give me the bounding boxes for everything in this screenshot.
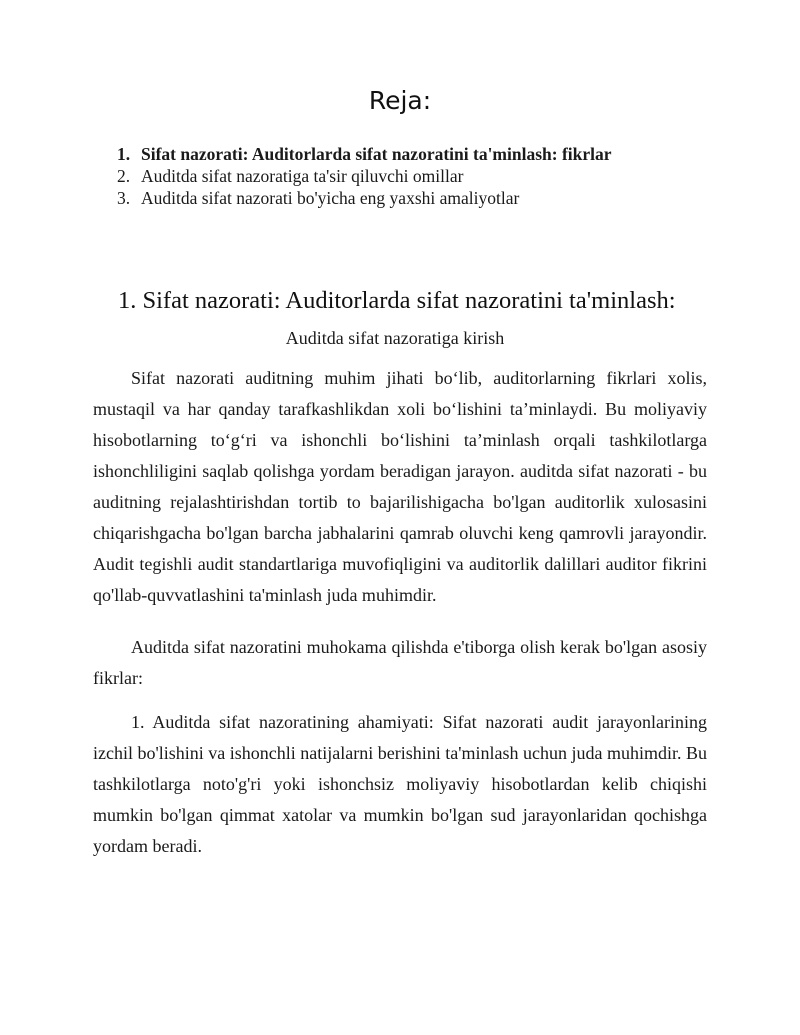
body-paragraph xyxy=(93,363,707,611)
body-paragraph-text: Sifat nazorati auditning muhim jihati bo‘lib, auditorlarning fikrlari xolis, mustaqil va har qanday tarafkashlikdan xoli bo‘lishini ta’minlaydi. Bu moliyaviy hisobotlarning to‘g‘ri va ishonchli bo‘lishini ta’minlash orqali tashkilotlarga ishonchliligini saqlab qolishga yordam beradigan jarayon. auditda sifat nazorati - bu auditning rejalashtirishdan tortib to bajarilishigacha bo'lgan auditorlik xulosasini chiqarishgacha bo'lgan barcha jabhalarini qamrab oluvchi keng qamrovli jarayondir. Audit tegishli audit standartlariga muvofiqligini va auditorlik dalillari auditor fikrini qo'llab-quvvatlashini ta'minlash juda muhimdir. xyxy=(93,368,707,605)
body-paragraph xyxy=(93,707,707,862)
section-heading: 1. Sifat nazorati: Auditorlarda sifat nazoratini ta'minlash: xyxy=(118,287,676,314)
plan-item-text: Auditda sifat nazorati bo'yicha eng yaxshi amaliyotlar xyxy=(141,188,520,208)
plan-item-text: Auditda sifat nazoratiga ta'sir qiluvchi omillar xyxy=(141,166,464,186)
plan-item-number: 2. xyxy=(117,166,131,186)
body-paragraph-text: Auditda sifat nazoratini muhokama qilishda e'tiborga olish kerak bo'lgan asosiy fikrlar: xyxy=(93,637,707,688)
body-paragraph xyxy=(93,632,707,694)
plan-item-number: 3. xyxy=(117,188,131,208)
plan-title: Reja: xyxy=(368,86,432,115)
plan-item xyxy=(117,187,612,209)
plan-item xyxy=(117,143,612,165)
plan-item-number: 1. xyxy=(117,144,131,164)
body-paragraph-text: 1. Auditda sifat nazoratining ahamiyati: Sifat nazorati audit jarayonlarining izchil bo'lishini va ishonchli natijalarni berishini ta'minlash uchun juda muhimdir. Bu tashkilotlarga noto'g'ri yoki ishonchsiz moliyaviy hisobotlardan kelib chiqishi mumkin bo'lgan qimmat xatolar va mumkin bo'lgan sud jarayonlaridan qochishga yordam beradi. xyxy=(93,712,707,856)
section-subheading: Auditda sifat nazoratiga kirish xyxy=(285,328,505,348)
plan-item-text: Sifat nazorati: Auditorlarda sifat nazoratini ta'minlash: fikrlar xyxy=(141,144,612,164)
plan-list xyxy=(117,143,612,209)
plan-item xyxy=(117,165,612,187)
